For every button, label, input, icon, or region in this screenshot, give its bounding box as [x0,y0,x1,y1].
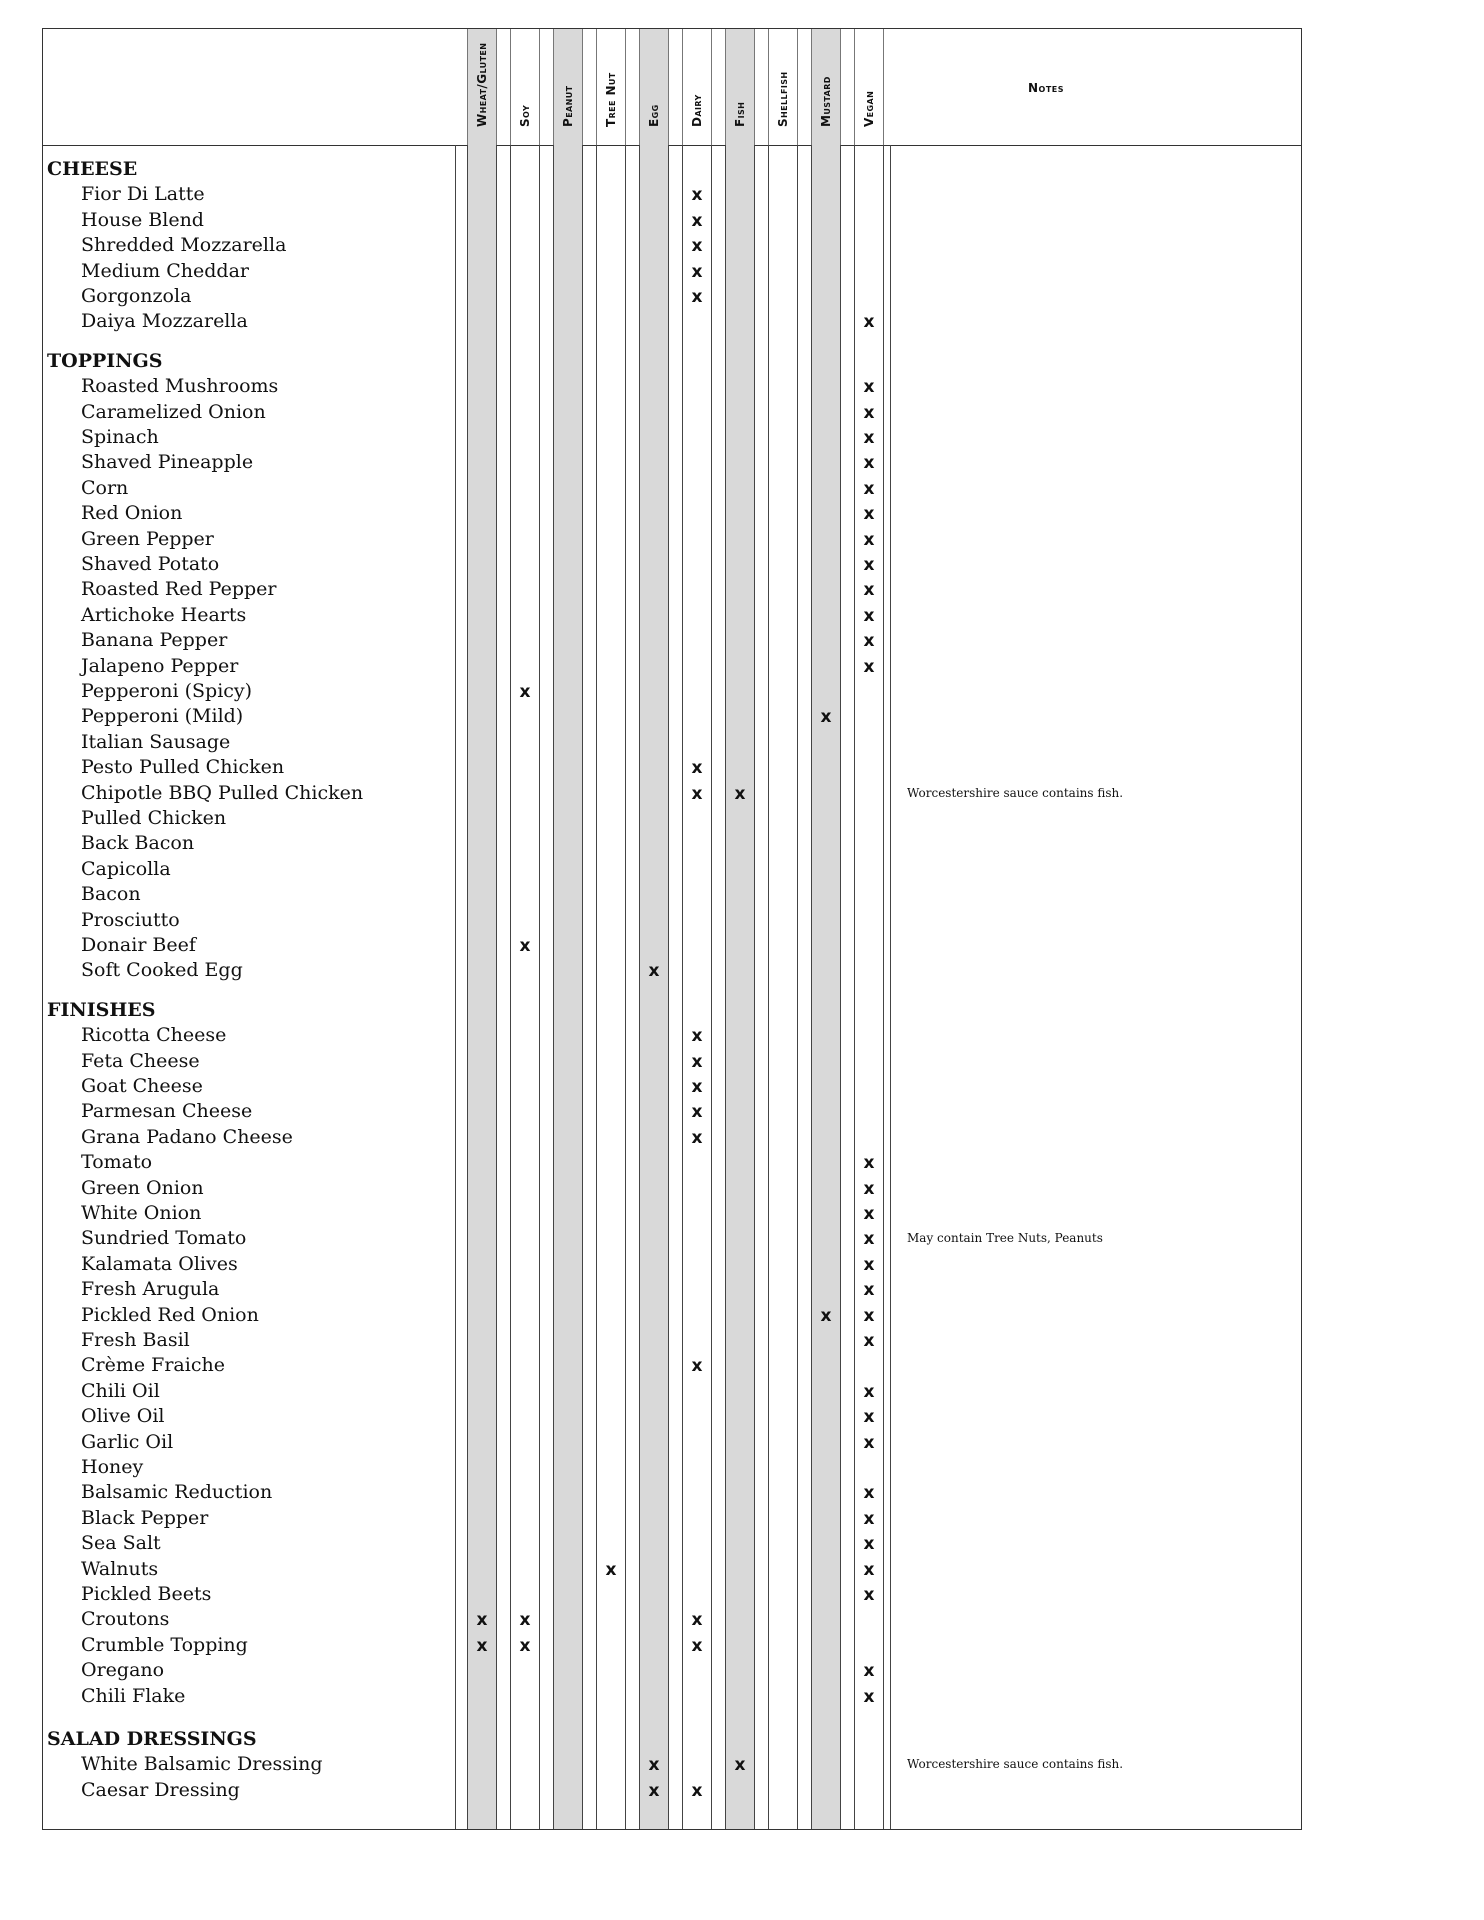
table-row [43,1430,1301,1455]
table-row [43,958,1301,983]
item-name: Fior Di Latte [81,183,205,206]
item-name: Black Pepper [81,1506,209,1529]
item-name: Corn [81,476,129,499]
column-header-label: Fish [733,101,747,127]
column-header-cell [725,29,755,145]
table-row [43,1125,1301,1150]
column-header-label: Wheat/Gluten [475,42,489,127]
allergen-mark: x [691,1102,703,1123]
allergen-mark: x [863,1508,875,1529]
allergen-mark: x [691,287,703,307]
table-row [43,182,1301,207]
column-header-cell [510,29,540,145]
allergen-mark: x [863,478,875,499]
column-header-label: Mustard [819,76,833,127]
table-row [43,425,1301,450]
allergen-mark: x [691,261,703,282]
allergen-mark: x [863,1280,875,1301]
item-name: Chili Flake [81,1684,186,1707]
column-header-label: Soy [518,104,532,127]
item-name: Italian Sausage [81,730,231,753]
allergen-mark: x [691,210,703,231]
table-row [43,857,1301,882]
item-note: Worcestershire sauce contains fish. [907,785,1124,800]
allergen-mark: x [863,1407,875,1428]
table-row [43,1506,1301,1531]
allergen-mark: x [519,936,531,956]
allergen-mark: x [863,1483,875,1504]
table-row [43,1353,1301,1378]
table-row [43,1582,1301,1607]
allergen-mark: x [863,1559,875,1580]
item-name: Jalapeno Pepper [81,654,239,677]
item-name: Parmesan Cheese [81,1100,253,1123]
allergen-mark: x [691,1356,703,1377]
allergen-mark: x [519,682,531,702]
table-row [43,1557,1301,1582]
table-row [43,501,1301,526]
table-row [43,1226,1301,1251]
table-row [43,527,1301,552]
item-name: Pickled Red Onion [81,1303,259,1326]
item-name: Bacon [81,883,141,906]
item-name: Capicolla [81,857,171,880]
table-row [43,806,1301,831]
allergen-mark: x [863,529,875,550]
item-name: Donair Beef [81,934,196,956]
item-name: Red Onion [81,502,183,525]
allergen-mark: x [863,1331,875,1351]
item-name: Roasted Red Pepper [81,578,277,601]
item-name: Feta Cheese [81,1049,200,1072]
item-name: Roasted Mushrooms [81,375,279,398]
table-row [43,259,1301,284]
table-row [43,1023,1301,1048]
allergen-mark: x [691,758,703,779]
table-row [43,1252,1301,1277]
table-row [43,450,1301,475]
allergen-mark: x [863,1585,875,1605]
allergen-mark: x [863,656,875,677]
allergen-mark: x [734,1755,746,1776]
column-header-label: Vegan [862,90,876,127]
column-header-cell [553,29,583,145]
item-name: Pesto Pulled Chicken [81,756,285,779]
table-row [43,603,1301,628]
allergen-mark: x [863,312,875,333]
table-row [43,1201,1301,1226]
item-name: Medium Cheddar [81,259,249,282]
allergen-mark: x [863,1305,875,1326]
table-row [43,908,1301,933]
allergen-mark: x [863,1254,875,1275]
allergen-mark: x [863,1661,875,1682]
table-row [43,400,1301,425]
allergen-mark: x [863,402,875,423]
table-row [43,1099,1301,1124]
table-row [43,1328,1301,1353]
column-header-cell [467,29,497,145]
allergen-mark: x [863,1153,875,1174]
item-name: Fresh Basil [81,1329,190,1351]
allergen-mark: x [863,1432,875,1453]
allergen-mark: x [863,1534,875,1555]
allergen-mark: x [863,1686,875,1707]
notes-header: Notes [1027,81,1065,95]
item-note: May contain Tree Nuts, Peanuts [907,1231,1103,1246]
allergen-mark: x [863,605,875,626]
column-header-cell [596,29,626,145]
allergen-mark: x [691,1780,703,1801]
column-header-label: Dairy [690,94,704,127]
column-header-label: Shellfish [776,71,790,127]
allergen-mark: x [863,453,875,474]
allergen-chart [42,28,1302,1830]
allergen-mark: x [691,185,703,206]
allergen-mark: x [820,707,832,728]
item-name: Crumble Topping [81,1633,248,1656]
table-row [43,1778,1301,1803]
table-row [43,1303,1301,1328]
table-row [43,1176,1301,1201]
item-name: Spinach [81,426,159,448]
allergen-mark: x [863,631,875,652]
table-row [43,628,1301,653]
allergen-mark: x [648,1780,660,1801]
item-name: Shaved Pineapple [81,451,254,474]
table-row [43,679,1301,704]
table-row [43,933,1301,958]
item-name: Gorgonzola [81,285,192,307]
table-row [43,1150,1301,1175]
section-heading [43,157,1301,182]
column-header-label: Egg [647,104,661,127]
item-name: Pickled Beets [81,1583,212,1605]
allergen-mark: x [691,1077,703,1097]
item-name: Pepperoni (Mild) [81,705,244,728]
column-header-label: Peanut [561,85,575,127]
table-row [43,1049,1301,1074]
table-row [43,1752,1301,1777]
table-row [43,374,1301,399]
item-name: Balsamic Reduction [81,1481,273,1504]
table-row [43,654,1301,679]
allergen-mark: x [691,236,703,257]
item-name: White Balsamic Dressing [81,1753,323,1776]
table-row [43,882,1301,907]
table-row [43,284,1301,309]
column-header-cell [811,29,841,145]
allergen-mark: x [691,1051,703,1072]
table-row [43,1531,1301,1556]
allergen-mark: x [734,783,746,804]
item-name: Caramelized Onion [81,400,266,423]
item-note: Worcestershire sauce contains fish. [907,1757,1124,1772]
item-name: Sundried Tomato [81,1227,247,1250]
column-header-cell [639,29,669,145]
item-name: Pulled Chicken [81,807,227,829]
table-row [43,1658,1301,1683]
item-name: Olive Oil [81,1405,165,1428]
item-name: Caesar Dressing [81,1778,240,1801]
table-row [43,1277,1301,1302]
item-name: Oregano [81,1659,165,1682]
allergen-mark: x [691,1635,703,1656]
table-row [43,1074,1301,1099]
allergen-mark: x [519,1635,531,1656]
allergen-mark: x [820,1305,832,1326]
allergen-mark: x [863,428,875,448]
item-name: Kalamata Olives [81,1252,238,1275]
allergen-mark: x [519,1610,531,1631]
item-name: Honey [81,1456,144,1478]
table-row [43,1607,1301,1632]
section-title: TOPPINGS [47,349,163,372]
item-name: Croutons [81,1608,170,1631]
item-name: Soft Cooked Egg [81,959,243,982]
item-name: Pepperoni (Spicy) [81,680,253,702]
allergen-mark: x [476,1635,488,1656]
table-row [43,781,1301,806]
allergen-mark: x [863,377,875,398]
item-name: Tomato [81,1151,153,1174]
item-name: Green Pepper [81,527,214,550]
column-header-label: Tree Nut [604,72,618,127]
item-name: Banana Pepper [81,629,228,652]
allergen-mark: x [691,1127,703,1148]
allergen-mark: x [863,1204,875,1224]
table-row [43,233,1301,258]
section-title: FINISHES [47,998,156,1021]
allergen-mark: x [863,1229,875,1250]
allergen-mark: x [648,1755,660,1776]
table-row [43,1404,1301,1429]
item-name: Sea Salt [81,1532,161,1555]
item-name: White Onion [81,1202,202,1224]
allergen-mark: x [476,1610,488,1631]
table-row [43,1455,1301,1480]
section-heading [43,349,1301,374]
item-name: Shredded Mozzarella [81,234,287,257]
allergen-mark: x [863,1381,875,1402]
table-row [43,831,1301,856]
table-row [43,476,1301,501]
item-name: Back Bacon [81,832,195,855]
table-row [43,730,1301,755]
item-name: Crème Fraiche [81,1354,225,1377]
allergen-mark: x [691,1026,703,1047]
column-header-cell [854,29,884,145]
item-name: Fresh Arugula [81,1278,220,1301]
allergen-mark: x [863,555,875,575]
item-name: Chipotle BBQ Pulled Chicken [81,781,364,804]
section-title: SALAD DRESSINGS [47,1728,257,1750]
table-row [43,755,1301,780]
item-name: Ricotta Cheese [81,1024,227,1047]
item-name: Garlic Oil [81,1430,174,1453]
header-rule [43,145,1301,146]
column-header-cell [682,29,712,145]
table-row [43,704,1301,729]
item-name: Prosciutto [81,908,180,931]
table-row [43,309,1301,334]
allergen-mark: x [605,1559,617,1580]
table-row [43,552,1301,577]
allergen-mark: x [691,1610,703,1631]
allergen-mark: x [691,783,703,804]
table-row [43,577,1301,602]
section-heading [43,998,1301,1023]
allergen-mark: x [863,1178,875,1199]
table-row [43,1633,1301,1658]
item-name: Shaved Potato [81,553,220,575]
allergen-mark: x [863,504,875,525]
column-header-cell [768,29,798,145]
section-title: CHEESE [47,158,138,180]
item-name: Goat Cheese [81,1075,203,1097]
item-name: Chili Oil [81,1379,160,1402]
item-name: Daiya Mozzarella [81,310,248,333]
table-row [43,1480,1301,1505]
item-name: Green Onion [81,1176,204,1199]
item-name: House Blend [81,208,204,231]
item-name: Walnuts [81,1557,159,1580]
table-row [43,1684,1301,1709]
table-row [43,208,1301,233]
table-row [43,1379,1301,1404]
allergen-mark: x [863,580,875,601]
item-name: Grana Padano Cheese [81,1125,293,1148]
allergen-mark: x [648,961,660,982]
section-heading [43,1727,1301,1752]
item-name: Artichoke Hearts [81,603,247,626]
